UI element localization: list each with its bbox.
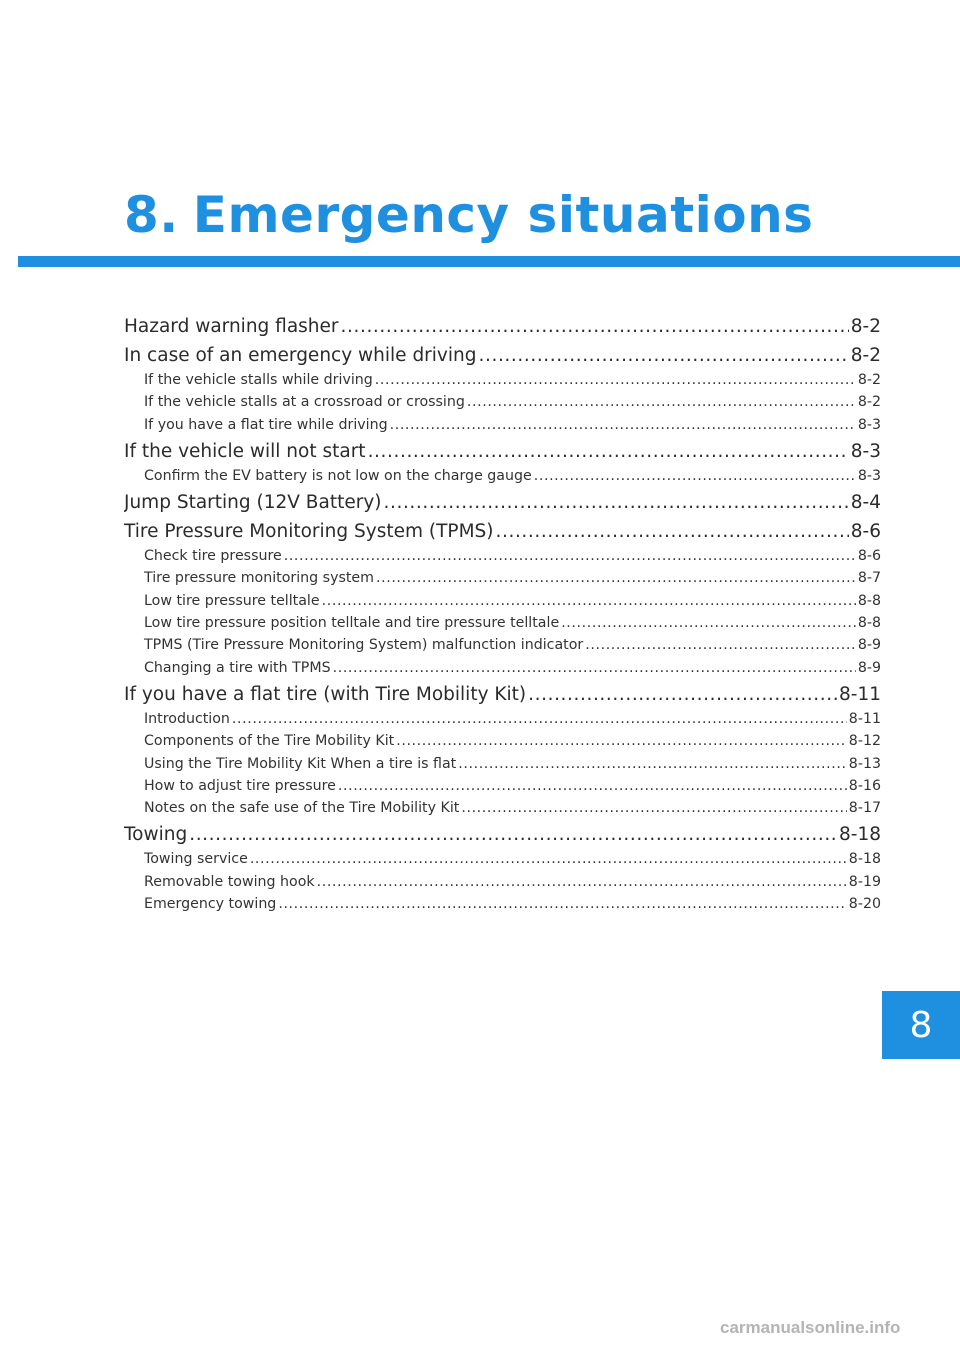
toc-subsection-entry[interactable] [124,657,881,679]
toc-page-number: 8-3 [857,416,881,433]
toc-subsection-label: Check tire pressure [144,548,282,565]
leader-dots [322,590,856,612]
chapter-number: 8. [124,186,179,244]
leader-dots [368,439,849,465]
leader-dots [375,369,856,391]
toc-page-number: 8-8 [857,615,881,632]
toc-subsection-entry[interactable] [124,391,881,413]
toc-subsection-label: Introduction [144,710,230,727]
toc-subsection-entry[interactable] [124,893,881,915]
watermark: carmanualsonline.info [720,1318,901,1337]
toc-page-number: 8-4 [850,492,881,514]
chapter-name: Emergency situations [192,186,814,244]
toc-subsection-entry[interactable] [124,465,881,487]
leader-dots [528,682,837,708]
leader-dots [534,465,856,487]
toc-page-number: 8-7 [857,570,881,587]
leader-dots [496,519,849,545]
leader-dots [284,545,856,567]
toc-subsection-entry[interactable] [124,871,881,893]
toc-subsection-label: Towing service [144,851,248,868]
toc-subsection-label: If you have a flat tire while driving [144,416,388,433]
leader-dots [384,490,849,516]
toc-subsection-label: Removable towing hook [144,873,315,890]
toc-subsection-label: If the vehicle stalls at a crossroad or crossing [144,394,465,411]
toc-subsection-label: How to adjust tire pressure [144,777,336,794]
toc-section-label: In case of an emergency while driving [124,345,477,366]
toc-section-entry[interactable] [124,439,881,465]
chapter-tab[interactable]: 8 [882,991,960,1059]
leader-dots [479,343,849,369]
leader-dots [376,567,856,589]
toc-subsection-entry[interactable] [124,567,881,589]
toc-section-entry[interactable] [124,519,881,545]
toc-subsection-entry[interactable] [124,848,881,870]
toc-page-number: 8-18 [848,851,881,868]
toc-section-entry[interactable] [124,682,881,708]
toc-page-number: 8-17 [848,800,881,817]
toc-section-entry[interactable] [124,343,881,369]
toc-subsection-label: Notes on the safe use of the Tire Mobility Kit [144,800,460,817]
toc-subsection-entry[interactable] [124,708,881,730]
toc-page-number: 8-12 [848,733,881,750]
toc-subsection-entry[interactable] [124,775,881,797]
toc-subsection-entry[interactable] [124,590,881,612]
toc-section-label: Jump Starting (12V Battery) [124,492,382,514]
toc-subsection-label: Tire pressure monitoring system [144,570,374,587]
toc-page-number: 8-3 [850,440,881,462]
chapter-title [124,186,813,244]
toc-subsection-label: Emergency towing [144,896,277,913]
toc-subsection-entry[interactable] [124,730,881,752]
toc-subsection-entry[interactable] [124,545,881,567]
toc-section-entry[interactable] [124,490,881,516]
toc-page-number: 8-6 [857,548,881,565]
toc-page-number: 8-11 [839,683,881,705]
toc-subsection-label: Changing a tire with TPMS [144,659,331,676]
title-underline [18,256,960,267]
toc-page-number: 8-19 [848,873,881,890]
toc-section-entry[interactable] [124,314,881,340]
toc-page-number: 8-3 [857,467,881,484]
toc-page-number: 8-13 [848,755,881,772]
toc-page-number: 8-2 [857,394,881,411]
toc-page-number: 8-18 [839,824,881,846]
leader-dots [396,730,847,752]
leader-dots [458,753,847,775]
toc-section-label: Hazard warning flasher [124,316,339,337]
toc-page-number: 8-20 [848,896,881,913]
leader-dots [585,634,856,656]
toc-page-number: 8-6 [850,521,881,543]
leader-dots [341,314,849,340]
toc-section-label: If the vehicle will not start [124,440,366,462]
toc-page-number: 8-2 [850,316,881,337]
leader-dots [467,391,856,413]
table-of-contents [124,314,881,915]
toc-subsection-entry[interactable] [124,414,881,436]
toc-section-label: If you have a flat tire (with Tire Mobility Kit) [124,683,527,705]
leader-dots [561,612,856,634]
toc-subsection-label: TPMS (Tire Pressure Monitoring System) malfunction indicator [144,637,584,654]
toc-subsection-entry[interactable] [124,612,881,634]
toc-page-number: 8-2 [857,372,881,388]
leader-dots [390,414,856,436]
leader-dots [461,797,846,819]
toc-subsection-entry[interactable] [124,369,881,391]
toc-subsection-entry[interactable] [124,753,881,775]
toc-subsection-label: If the vehicle stalls while driving [144,372,373,388]
toc-section-label: Tire Pressure Monitoring System (TPMS) [124,521,494,543]
leader-dots [232,708,847,730]
leader-dots [278,893,846,915]
toc-page-number: 8-16 [848,777,881,794]
leader-dots [189,822,837,848]
toc-subsection-label: Components of the Tire Mobility Kit [144,733,395,750]
toc-section-entry[interactable] [124,822,881,848]
toc-subsection-label: Low tire pressure telltale [144,592,320,609]
leader-dots [338,775,847,797]
toc-page-number: 8-9 [857,637,881,654]
toc-subsection-entry[interactable] [124,797,881,819]
leader-dots [250,848,847,870]
toc-page-number: 8-9 [857,659,881,676]
leader-dots [317,871,847,893]
toc-page-number: 8-8 [857,592,881,609]
toc-section-label: Towing [124,824,188,846]
leader-dots [333,657,856,679]
toc-page-number: 8-11 [848,710,881,727]
toc-subsection-label: Confirm the EV battery is not low on the charge gauge [144,467,532,484]
toc-page-number: 8-2 [850,345,881,366]
toc-subsection-label: Low tire pressure position telltale and tire pressure telltale [144,615,560,632]
toc-subsection-label: Using the Tire Mobility Kit When a tire is flat [144,755,457,772]
toc-subsection-entry[interactable] [124,634,881,656]
